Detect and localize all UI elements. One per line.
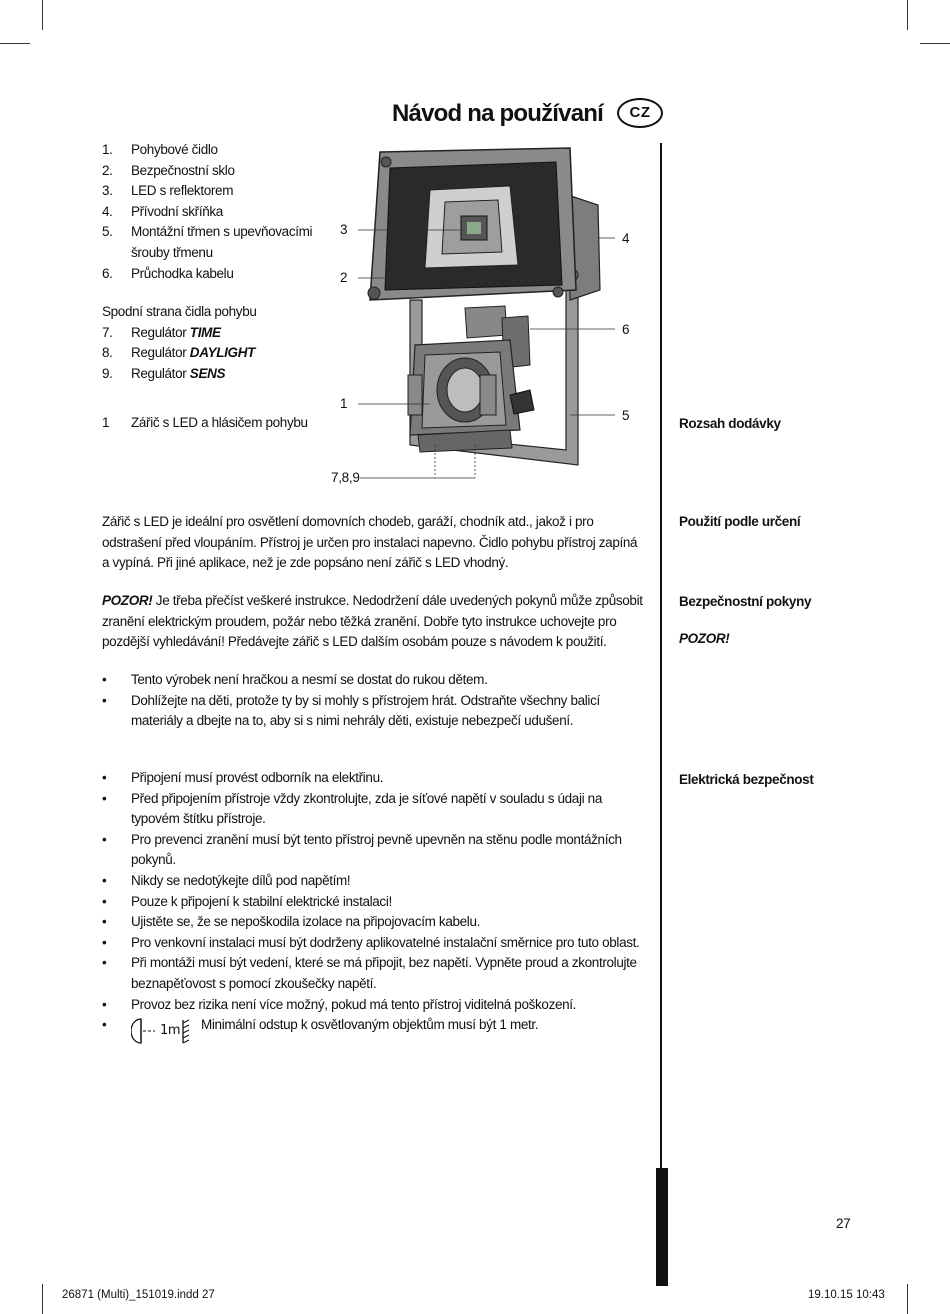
list-item: 6. Průchodka kabelu [102, 265, 234, 281]
list-item: • Tento výrobek není hračkou a nesmí se dostat do rukou dětem. [102, 670, 647, 691]
page-number: 27 [836, 1216, 851, 1231]
crop-mark [907, 0, 908, 30]
sidebar-heading-delivery: Rozsah dodávky [679, 416, 781, 431]
list-item: • Připojení musí provést odborník na elektřinu. [102, 768, 647, 789]
list-item: 7. Regulátor TIME [102, 324, 221, 340]
list-item: • Pro prevenci zranění musí být tento přístroj pevně upevněn na stěnu podle montážních pokynů. [102, 830, 647, 871]
list-item: šrouby třmenu [131, 244, 213, 260]
sidebar-heading-warning: POZOR! [679, 631, 730, 646]
crop-mark [42, 1284, 43, 1314]
figure-label-2: 2 [340, 270, 348, 285]
footer-timestamp: 19.10.15 10:43 [808, 1289, 885, 1301]
distance-icon-label: • 1m [160, 1023, 181, 1039]
sidebar-heading-intended-use: Použití podle určení [679, 514, 801, 529]
figure-label-5: 5 [622, 408, 630, 423]
underside-section [102, 302, 342, 384]
list-item: 9. Regulátor SENS [102, 365, 226, 381]
list-item: • Nikdy se nedotýkejte dílů pod napětím! [102, 871, 647, 892]
parts-list [102, 140, 342, 284]
distance-text: Minimální odstup k osvětlovaným objektům musí být 1 metr. [201, 1017, 539, 1033]
list-item: 1. Pohybové čidlo [102, 142, 218, 157]
underside-heading: Spodní strana čidla pohybu [102, 304, 257, 319]
delivery-item: 1 Zářič s LED a hlásičem pohybu [102, 415, 308, 430]
crop-mark [42, 0, 43, 30]
list-item: 8. Regulátor DAYLIGHT [102, 345, 255, 361]
intended-use-paragraph: Zářič s LED je ideální pro osvětlení domovních chodeb, garáží, chodník atd., jakož i pro odstrašení před vloupáním. Přístroj je určen pro instalaci napevno. Čidlo pohybu přístroj zapíná a vypíná. Při jiné aplikace, než je zde popsáno není zářič s LED vhodný. [102, 514, 638, 571]
child-safety-list [102, 670, 647, 732]
footer-file-info: 26871 (Multi)_151019.indd 27 [62, 1289, 215, 1301]
list-item: 5. Montážní třmen s upevňovacími [102, 224, 313, 240]
language-badge: CZ [617, 98, 663, 128]
list-item: • Provoz bez rizika není více možný, pokud má tento přístroj viditelná poškození. [102, 995, 647, 1016]
page-edge-bar [656, 1168, 668, 1286]
sidebar-heading-electrical: Elektrická bezpečnost [679, 772, 814, 787]
list-item: 4. Přívodní skříňka [102, 203, 223, 219]
figure-label-4: 4 [622, 231, 630, 246]
list-item [102, 1015, 647, 1047]
column-divider [660, 143, 662, 1168]
figure-label-3: 3 [340, 222, 348, 237]
figure-label-6: 6 [622, 322, 630, 337]
list-item: 3. LED s reflektorem [102, 183, 234, 199]
distance-icon [131, 1017, 193, 1045]
sidebar-heading-safety: Bezpečnostní pokyny [679, 594, 812, 609]
list-item: • Pouze k připojení k stabilní elektrické instalaci! [102, 892, 647, 913]
list-item: • Před připojením přístroje vždy zkontrolujte, zda je síťové napětí v souladu s údaji na typovém štítku přístroje. [102, 789, 647, 830]
warning-paragraph: POZOR! Je třeba přečíst veškeré instrukce. Nedodržení dále uvedených pokynů může způsobit zranění elektrickým proudem, požár nebo těžká zranění. Dobře tyto instrukce uchovejte pro pozdější vyhledávání! Předávejte zářič s LED dalším osobám pouze s návodem k použití. [102, 593, 643, 650]
figure-label-789: 7,8,9 [331, 470, 360, 485]
crop-mark [920, 43, 950, 44]
list-item: • Dohlížejte na děti, protože ty by si mohly s přístrojem hrát. Odstraňte všechny balicí materiály a dbejte na to, aby si s nimi nehrály děti, existuje nebezpečí udušení. [102, 691, 647, 732]
list-item: • Při montáži musí být vedení, které se má připojit, bez napětí. Vypněte proud a zkontrolujte beznapěťovost s pomocí zkoušečky napětí. [102, 953, 647, 994]
crop-mark [0, 43, 30, 44]
list-item: • Ujistěte se, že se nepoškodila izolace na připojovacím kabelu. [102, 912, 647, 933]
electrical-safety-list [102, 768, 647, 1047]
page-title: Návod na používaní [392, 100, 603, 127]
list-item: 2. Bezpečnostní sklo [102, 162, 235, 178]
list-item: • Pro venkovní instalaci musí být dodrženy aplikovatelné instalační směrnice pro tuto oblast. [102, 933, 647, 954]
figure-label-1: 1 [340, 396, 348, 411]
crop-mark [907, 1284, 908, 1314]
floodlight-illustration [330, 140, 650, 490]
